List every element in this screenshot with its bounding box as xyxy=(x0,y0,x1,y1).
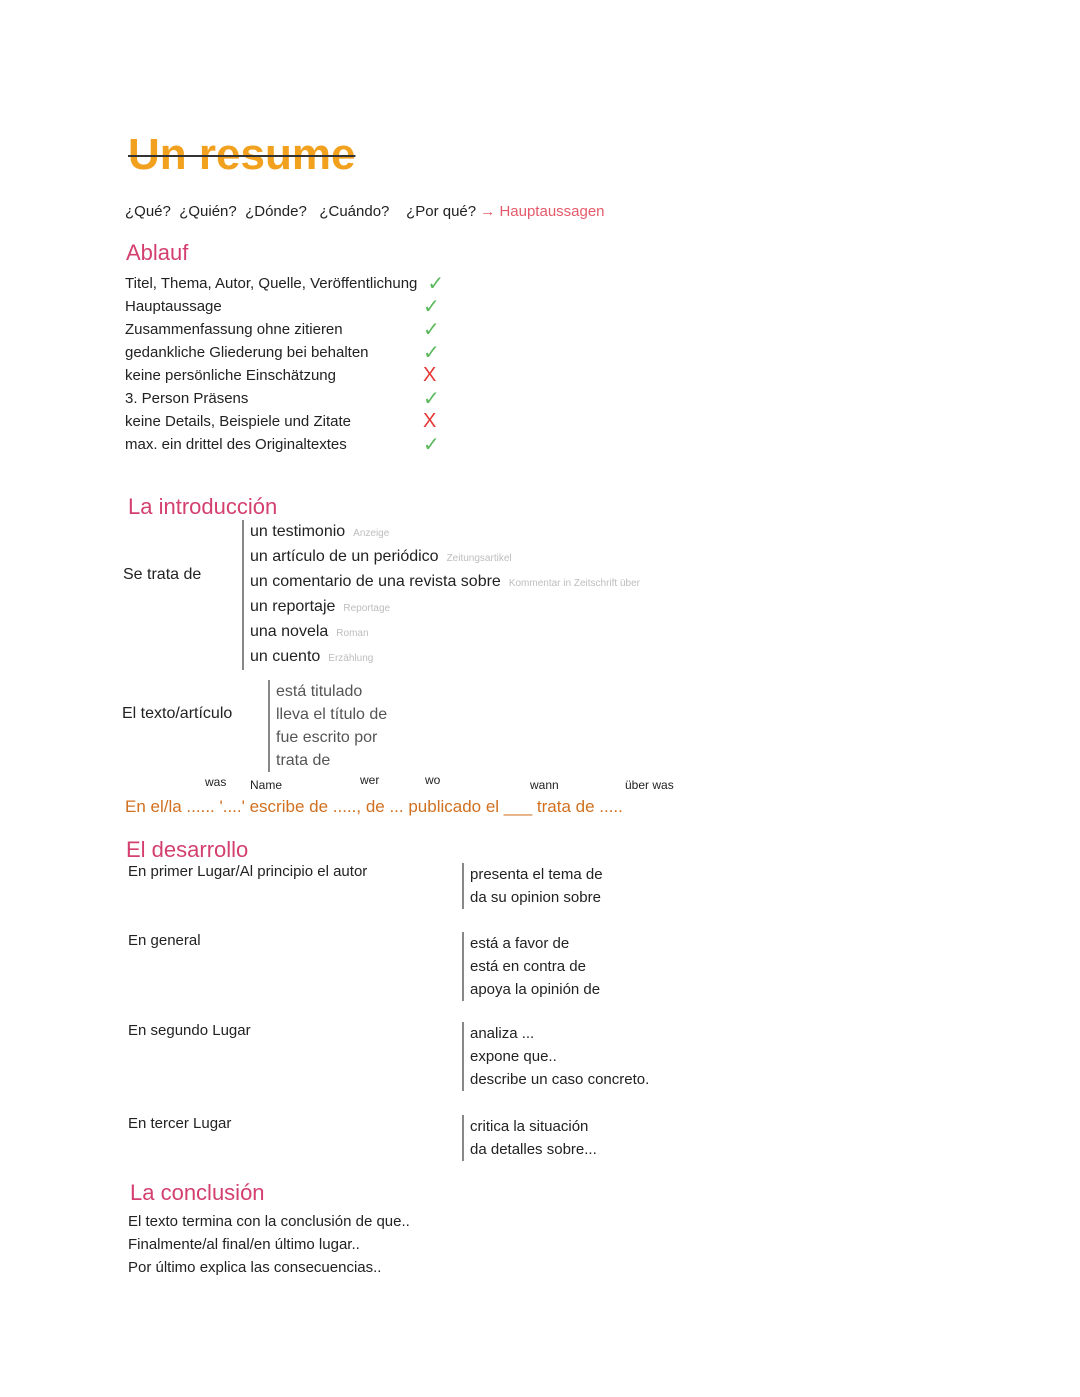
intro-options xyxy=(242,520,640,670)
ablauf-item xyxy=(125,341,444,364)
option-es: un testimonio xyxy=(250,523,346,540)
ablauf-text: Hauptaussage xyxy=(125,298,222,315)
ablauf-heading: Ablauf xyxy=(126,240,189,265)
option-de: Kommentar in Zeitschrift über xyxy=(508,578,640,589)
option-de: Erzählung xyxy=(328,653,374,664)
desarrollo-right xyxy=(462,1022,649,1091)
option-de: Zeitungsartikel xyxy=(446,553,512,564)
page-title: Un resume xyxy=(128,130,356,179)
conclusion-line: Por último explica las consecuencias.. xyxy=(128,1259,382,1276)
check-icon: ✓ xyxy=(423,434,440,456)
desarrollo-phrase: está a favor de xyxy=(470,935,570,952)
check-icon: ✓ xyxy=(423,319,440,341)
desarrollo-right xyxy=(462,863,603,909)
desarrollo-phrase: expone que.. xyxy=(470,1048,557,1065)
desarrollo-right xyxy=(462,1115,597,1161)
annotation: Name xyxy=(250,778,283,792)
question: ¿Qué? xyxy=(125,203,171,220)
annotation: über was xyxy=(625,778,674,792)
el-texto: El texto/artículo xyxy=(122,705,233,722)
option-es: un reportaje xyxy=(250,598,336,615)
option-de: Roman xyxy=(336,628,369,639)
cross-icon: X xyxy=(423,364,437,386)
intro-option2: fue escrito por xyxy=(276,729,378,746)
desarrollo-left: En general xyxy=(128,932,201,949)
annotation: was xyxy=(205,775,227,789)
ablauf-text: keine persönliche Einschätzung xyxy=(125,367,336,384)
check-icon: ✓ xyxy=(427,273,445,295)
desarrollo-left: En segundo Lugar xyxy=(128,1022,251,1039)
desarrollo-right xyxy=(462,932,600,1001)
option-es: un artículo de un periódico xyxy=(250,548,439,565)
question: ¿Quién? xyxy=(179,203,237,220)
desarrollo-left: En primer Lugar/Al principio el autor xyxy=(128,863,368,880)
desarrollo-phrase: analiza ... xyxy=(470,1025,535,1042)
ablauf-item xyxy=(125,295,444,318)
se-trata-de: Se trata de xyxy=(123,566,202,583)
template-sentence: En el/la ...... '....' escribe de ....., de ... publicado el ___ trata de ..... xyxy=(125,797,623,816)
question: ¿Cuándo? xyxy=(319,203,390,220)
check-icon: ✓ xyxy=(423,342,440,364)
option-de: Reportage xyxy=(343,603,391,614)
desarrollo-phrase: da detalles sobre... xyxy=(470,1141,597,1158)
intro-heading: La introducción xyxy=(128,494,278,519)
question-row xyxy=(125,203,605,220)
ablauf-item xyxy=(125,433,444,456)
desarrollo-left: En tercer Lugar xyxy=(128,1115,232,1132)
ablauf-text: max. ein drittel des Originaltextes xyxy=(125,436,347,453)
ablauf-text: keine Details, Beispiele und Zitate xyxy=(125,413,351,430)
desarrollo-phrase: presenta el tema de xyxy=(470,866,603,883)
question: ¿Dónde? xyxy=(245,203,307,220)
ablauf-item xyxy=(125,387,444,410)
ablauf-text: gedankliche Gliederung bei behalten xyxy=(125,344,369,361)
desarrollo-phrase: apoya la opinión de xyxy=(470,981,601,998)
intro-option2: trata de xyxy=(276,752,331,769)
desarrollo-phrase: critica la situación xyxy=(470,1118,589,1135)
conclusion-line: El texto termina con la conclusión de que.. xyxy=(128,1213,410,1230)
option-es: un comentario de una revista sobre xyxy=(250,573,501,590)
intro-option xyxy=(250,645,640,670)
hauptaussagen-note: → Hauptaussagen xyxy=(480,203,605,220)
conclusion-line: Finalmente/al final/en último lugar.. xyxy=(128,1236,360,1253)
intro-option xyxy=(250,595,640,620)
ablauf-item xyxy=(125,318,444,341)
option-es: una novela xyxy=(250,623,329,640)
desarrollo-heading: El desarrollo xyxy=(126,837,249,862)
desarrollo-phrase: da su opinion sobre xyxy=(470,889,601,906)
check-icon: ✓ xyxy=(423,388,440,410)
option-es: un cuento xyxy=(250,648,321,665)
ablauf-text: Titel, Thema, Autor, Quelle, Veröffentlichung xyxy=(125,275,418,292)
intro-option2: lleva el título de xyxy=(276,706,388,723)
cross-icon: X xyxy=(423,410,437,432)
conclusion-heading: La conclusión xyxy=(130,1180,265,1205)
intro-option xyxy=(250,545,640,570)
desarrollo-phrase: está en contra de xyxy=(470,958,586,975)
intro-option xyxy=(250,620,640,645)
ablauf-item xyxy=(125,364,444,387)
annotation: wo xyxy=(425,773,441,787)
intro-option xyxy=(250,570,640,595)
question: ¿Por qué? xyxy=(406,203,477,220)
ablauf-item xyxy=(125,272,444,295)
ablauf-list xyxy=(125,272,444,456)
annotation: wer xyxy=(360,773,380,787)
annotation: wann xyxy=(530,778,559,792)
intro-option2: está titulado xyxy=(276,683,363,700)
conclusion-lines xyxy=(128,1210,410,1279)
ablauf-item xyxy=(125,410,444,433)
option-de: Anzeige xyxy=(353,528,390,539)
intro-options2 xyxy=(268,680,387,772)
ablauf-text: Zusammenfassung ohne zitieren xyxy=(125,321,343,338)
check-icon: ✓ xyxy=(423,296,440,318)
intro-option xyxy=(250,520,640,545)
ablauf-text: 3. Person Präsens xyxy=(125,390,249,407)
desarrollo-phrase: describe un caso concreto. xyxy=(470,1071,650,1088)
